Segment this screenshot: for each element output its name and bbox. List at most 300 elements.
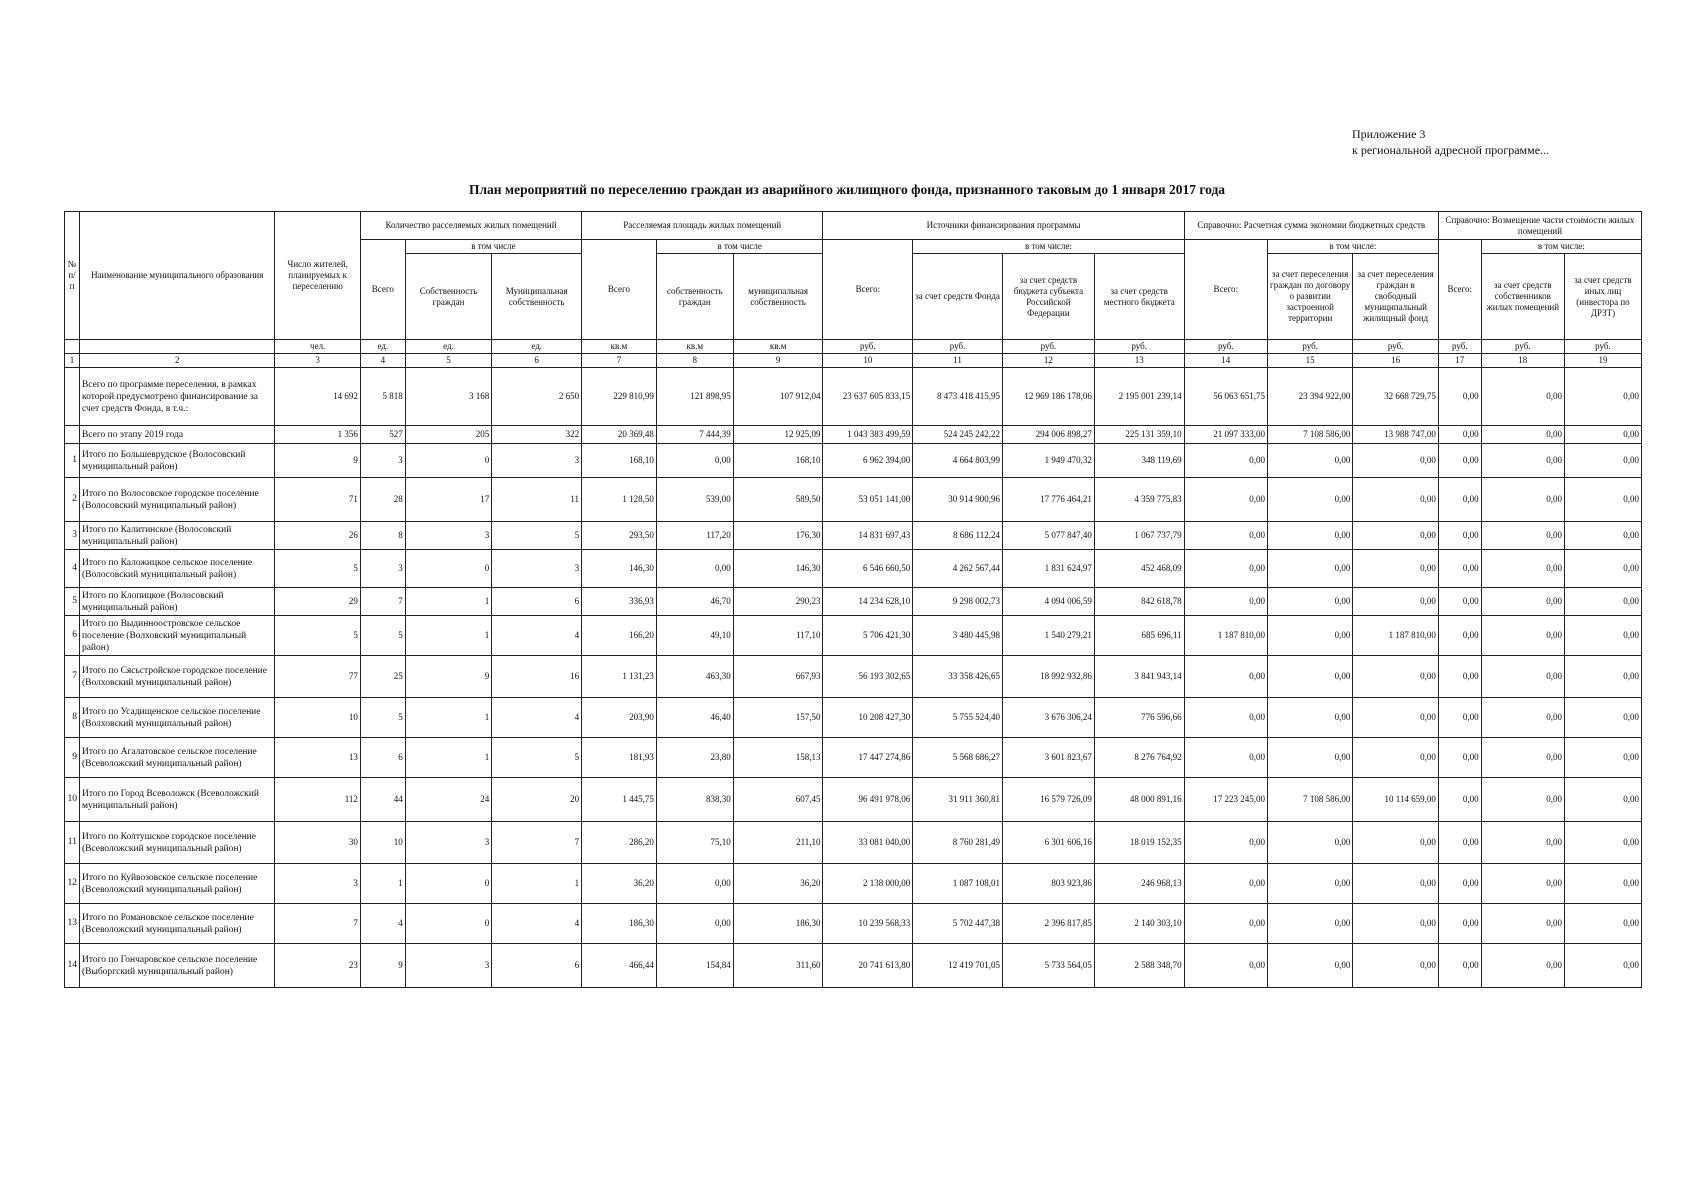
value-cell: 3 480 445,98 (913, 616, 1003, 656)
value-cell: 7 (492, 822, 582, 864)
column-number-cell: 2 (79, 354, 275, 368)
value-cell: 6 (492, 944, 582, 988)
value-cell: 5 (360, 698, 405, 738)
municipality-name: Итого по Агалатовское сельское поселение (Всеволожский муниципальный район) (79, 738, 275, 778)
value-cell: 0,00 (1481, 478, 1564, 522)
value-cell: 9 298 002,73 (913, 588, 1003, 616)
value-cell: 154,84 (656, 944, 733, 988)
value-cell: 23,80 (656, 738, 733, 778)
value-cell: 3 (360, 550, 405, 588)
value-cell: 322 (492, 426, 582, 444)
table-row (65, 698, 1642, 738)
value-cell: 311,60 (733, 944, 823, 988)
value-cell: 32 668 729,75 (1353, 368, 1439, 426)
unit-cell: чел. (275, 340, 360, 354)
value-cell: 20 741 613,80 (823, 944, 913, 988)
value-cell: 2 588 348,70 (1094, 944, 1184, 988)
value-cell: 14 831 697,43 (823, 522, 913, 550)
value-cell: 527 (360, 426, 405, 444)
value-cell: 4 664 803,99 (913, 444, 1003, 478)
value-cell: 452 468,09 (1094, 550, 1184, 588)
value-cell: 842 618,78 (1094, 588, 1184, 616)
value-cell: 2 396 817,85 (1002, 904, 1094, 944)
value-cell: 293,50 (582, 522, 657, 550)
value-cell: 0,00 (1353, 864, 1439, 904)
value-cell: 466,44 (582, 944, 657, 988)
value-cell: 5 (360, 616, 405, 656)
column-number-cell: 17 (1438, 354, 1481, 368)
value-cell: 0 (405, 444, 492, 478)
appendix-line-1: Приложение 3 (1352, 127, 1426, 141)
value-cell: 46,40 (656, 698, 733, 738)
value-cell: 9 (360, 944, 405, 988)
value-cell: 112 (275, 778, 360, 822)
value-cell: 0,00 (1184, 588, 1267, 616)
unit-cell: кв.м (733, 340, 823, 354)
column-number-cell: 9 (733, 354, 823, 368)
value-cell: 0,00 (1564, 368, 1641, 426)
value-cell: 4 (492, 904, 582, 944)
unit-cell: руб. (1481, 340, 1564, 354)
appendix-line-2: к региональной адресной программе... (1352, 143, 1550, 157)
value-cell: 17 (405, 478, 492, 522)
value-cell: 0,00 (1184, 738, 1267, 778)
value-cell: 8 276 764,92 (1094, 738, 1184, 778)
header-savings-group: Справочно: Расчетная сумма экономии бюджетных средств (1184, 212, 1438, 240)
row-number: 6 (65, 616, 80, 656)
header-premises-incl: в том числе (405, 240, 581, 254)
value-cell: 205 (405, 426, 492, 444)
value-cell: 23 394 922,00 (1267, 368, 1352, 426)
value-cell: 0,00 (1564, 444, 1641, 478)
value-cell: 0,00 (1438, 426, 1481, 444)
unit-cell: руб. (1184, 340, 1267, 354)
value-cell: 10 208 427,30 (823, 698, 913, 738)
value-cell: 0,00 (1184, 944, 1267, 988)
municipality-name: Итого по Выдинноостровское сельское поселение (Волховский муниципальный район) (79, 616, 275, 656)
value-cell: 6 546 660,50 (823, 550, 913, 588)
value-cell: 0,00 (1481, 698, 1564, 738)
unit-cell: руб. (913, 340, 1003, 354)
header-no: № п/ п (65, 212, 80, 340)
table-row (65, 944, 1642, 988)
row-number: 1 (65, 444, 80, 478)
value-cell: 17 223 245,00 (1184, 778, 1267, 822)
header-subject-budget: за счет средств бюджета субъекта Российской Федерации (1002, 254, 1094, 340)
value-cell: 10 239 568,33 (823, 904, 913, 944)
value-cell: 17 447 274,86 (823, 738, 913, 778)
value-cell: 336,93 (582, 588, 657, 616)
value-cell: 0,00 (1481, 864, 1564, 904)
value-cell: 12 419 701,05 (913, 944, 1003, 988)
value-cell: 146,30 (733, 550, 823, 588)
value-cell: 4 (360, 904, 405, 944)
value-cell: 10 114 659,00 (1353, 778, 1439, 822)
value-cell: 2 195 001 239,14 (1094, 368, 1184, 426)
value-cell: 5 (275, 550, 360, 588)
value-cell: 16 579 726,09 (1002, 778, 1094, 822)
header-reimb-owners: за счет средств собственников жилых помещений (1481, 254, 1564, 340)
value-cell: 5 (492, 738, 582, 778)
value-cell: 9 (275, 444, 360, 478)
value-cell: 107 912,04 (733, 368, 823, 426)
value-cell: 0,00 (1438, 778, 1481, 822)
header-local-budget: за счет средств местного бюджета (1094, 254, 1184, 340)
value-cell: 8 473 418 415,95 (913, 368, 1003, 426)
value-cell: 117,20 (656, 522, 733, 550)
value-cell: 26 (275, 522, 360, 550)
header-finance-incl: в том числе: (913, 240, 1184, 254)
value-cell: 7 444,39 (656, 426, 733, 444)
value-cell: 96 491 978,06 (823, 778, 913, 822)
value-cell: 294 006 898,27 (1002, 426, 1094, 444)
value-cell: 0,00 (1481, 368, 1564, 426)
value-cell: 0,00 (1564, 588, 1641, 616)
row-number: 5 (65, 588, 80, 616)
header-savings-development: за счет переселения граждан по договору о развитии застроенной территории (1267, 254, 1352, 340)
units-row (65, 340, 1642, 354)
value-cell: 607,45 (733, 778, 823, 822)
value-cell: 0,00 (1267, 864, 1352, 904)
value-cell: 0,00 (1267, 944, 1352, 988)
value-cell: 121 898,95 (656, 368, 733, 426)
municipality-name: Итого по Большеврудское (Волосовский муниципальный район) (79, 444, 275, 478)
value-cell: 1 067 737,79 (1094, 522, 1184, 550)
value-cell: 0,00 (1438, 904, 1481, 944)
value-cell: 1 (405, 738, 492, 778)
table-row (65, 656, 1642, 698)
value-cell: 36,20 (733, 864, 823, 904)
header-savings-free-fund: за счет переселения граждан в свободный муниципальный жилищный фонд (1353, 254, 1439, 340)
value-cell: 5 755 524,40 (913, 698, 1003, 738)
value-cell: 0,00 (656, 904, 733, 944)
value-cell: 667,93 (733, 656, 823, 698)
column-number-cell: 7 (582, 354, 657, 368)
value-cell: 0,00 (1184, 522, 1267, 550)
value-cell: 0,00 (1564, 904, 1641, 944)
value-cell: 0,00 (1564, 550, 1641, 588)
value-cell: 3 (492, 444, 582, 478)
value-cell: 186,30 (582, 904, 657, 944)
value-cell: 8 (360, 522, 405, 550)
table-row (65, 822, 1642, 864)
column-number-cell: 18 (1481, 354, 1564, 368)
header-reimbursement-group: Справочно: Возмещение части стоимости жилых помещений (1438, 212, 1641, 240)
value-cell: 168,10 (582, 444, 657, 478)
header-finance-total: Всего: (823, 240, 913, 340)
value-cell: 0,00 (1564, 944, 1641, 988)
row-number: 9 (65, 738, 80, 778)
header-reimb-other: за счет средств иных лиц (инвестора по ДРЗТ) (1564, 254, 1641, 340)
value-cell: 0,00 (1267, 904, 1352, 944)
value-cell: 176,30 (733, 522, 823, 550)
value-cell: 0,00 (1353, 550, 1439, 588)
value-cell: 0,00 (1353, 904, 1439, 944)
value-cell: 1 087 108,01 (913, 864, 1003, 904)
value-cell: 2 138 000,00 (823, 864, 913, 904)
value-cell: 13 (275, 738, 360, 778)
value-cell: 0,00 (1267, 738, 1352, 778)
municipality-name: Итого по Калитинское (Волосовский муниципальный район) (79, 522, 275, 550)
value-cell: 5 (492, 522, 582, 550)
value-cell: 25 (360, 656, 405, 698)
value-cell: 0,00 (1438, 444, 1481, 478)
value-cell: 48 000 891,16 (1094, 778, 1184, 822)
value-cell: 1 (405, 698, 492, 738)
value-cell: 28 (360, 478, 405, 522)
table-row (65, 904, 1642, 944)
value-cell: 157,50 (733, 698, 823, 738)
municipality-name: Итого по Колтушское городское поселение (Всеволожский муниципальный район) (79, 822, 275, 864)
value-cell: 5 706 421,30 (823, 616, 913, 656)
unit-cell: ед. (492, 340, 582, 354)
value-cell: 0,00 (1438, 368, 1481, 426)
header-finance-group: Источники финансирования программы (823, 212, 1184, 240)
table-row (65, 778, 1642, 822)
value-cell: 1 187 810,00 (1184, 616, 1267, 656)
value-cell: 0,00 (1481, 588, 1564, 616)
row-number: 12 (65, 864, 80, 904)
value-cell: 5 (275, 616, 360, 656)
table-row (65, 444, 1642, 478)
value-cell: 33 081 040,00 (823, 822, 913, 864)
row-number (65, 368, 80, 426)
column-number-cell: 10 (823, 354, 913, 368)
value-cell: 6 962 394,00 (823, 444, 913, 478)
column-number-cell: 13 (1094, 354, 1184, 368)
value-cell: 0,00 (1267, 588, 1352, 616)
value-cell: 203,90 (582, 698, 657, 738)
value-cell: 3 676 306,24 (1002, 698, 1094, 738)
resettlement-table (64, 211, 1642, 988)
value-cell: 158,13 (733, 738, 823, 778)
value-cell: 3 (405, 822, 492, 864)
value-cell: 3 (492, 550, 582, 588)
value-cell: 225 131 359,10 (1094, 426, 1184, 444)
value-cell: 4 359 775,83 (1094, 478, 1184, 522)
value-cell: 0,00 (1481, 738, 1564, 778)
value-cell: 0 (405, 864, 492, 904)
table-body (65, 368, 1642, 988)
column-number-cell: 15 (1267, 354, 1352, 368)
value-cell: 246 968,13 (1094, 864, 1184, 904)
value-cell: 229 810,99 (582, 368, 657, 426)
value-cell: 0,00 (1267, 616, 1352, 656)
value-cell: 1 (405, 616, 492, 656)
header-municipal: Муниципальная собственность (492, 254, 582, 340)
value-cell: 0,00 (1184, 904, 1267, 944)
municipality-name: Итого по Клопицкое (Волосовский муниципальный район) (79, 588, 275, 616)
unit-cell: руб. (823, 340, 913, 354)
unit-cell (79, 340, 275, 354)
value-cell: 0 (405, 550, 492, 588)
value-cell: 10 (275, 698, 360, 738)
header-area-incl: в том числе (656, 240, 823, 254)
value-cell: 0,00 (1353, 738, 1439, 778)
header-reimb-total: Всего: (1438, 240, 1481, 340)
row-number: 3 (65, 522, 80, 550)
value-cell: 463,30 (656, 656, 733, 698)
value-cell: 3 (405, 944, 492, 988)
value-cell: 0,00 (1184, 550, 1267, 588)
column-number-cell: 12 (1002, 354, 1094, 368)
value-cell: 0,00 (1267, 522, 1352, 550)
table-row (65, 426, 1642, 444)
value-cell: 0,00 (1438, 616, 1481, 656)
table-row (65, 478, 1642, 522)
value-cell: 0,00 (1481, 444, 1564, 478)
value-cell: 5 077 847,40 (1002, 522, 1094, 550)
row-number: 8 (65, 698, 80, 738)
header-savings-incl: в том числе: (1267, 240, 1438, 254)
value-cell: 1 (405, 588, 492, 616)
value-cell: 0,00 (1353, 444, 1439, 478)
value-cell: 0,00 (1184, 698, 1267, 738)
value-cell: 0,00 (1267, 822, 1352, 864)
unit-cell: кв.м (656, 340, 733, 354)
row-number: 4 (65, 550, 80, 588)
value-cell: 0,00 (1184, 822, 1267, 864)
value-cell: 0,00 (1481, 778, 1564, 822)
value-cell: 211,10 (733, 822, 823, 864)
value-cell: 1 (360, 864, 405, 904)
table-row (65, 588, 1642, 616)
value-cell: 8 686 112,24 (913, 522, 1003, 550)
value-cell: 0,00 (1353, 478, 1439, 522)
value-cell: 0,00 (1438, 822, 1481, 864)
value-cell: 1 131,23 (582, 656, 657, 698)
column-number-cell: 3 (275, 354, 360, 368)
value-cell: 31 911 360,81 (913, 778, 1003, 822)
column-number-cell: 6 (492, 354, 582, 368)
column-number-cell: 16 (1353, 354, 1439, 368)
header-area-total: Всего (582, 240, 657, 340)
value-cell: 1 445,75 (582, 778, 657, 822)
value-cell: 2 650 (492, 368, 582, 426)
value-cell: 8 760 281,49 (913, 822, 1003, 864)
value-cell: 0,00 (1353, 522, 1439, 550)
row-number: 11 (65, 822, 80, 864)
value-cell: 3 841 943,14 (1094, 656, 1184, 698)
value-cell: 3 (275, 864, 360, 904)
table-header (65, 212, 1642, 340)
value-cell: 30 914 900,96 (913, 478, 1003, 522)
value-cell: 5 733 564,05 (1002, 944, 1094, 988)
value-cell: 6 (492, 588, 582, 616)
header-residents: Число жителей, планируемых к переселению (275, 212, 360, 340)
value-cell: 4 262 567,44 (913, 550, 1003, 588)
value-cell: 29 (275, 588, 360, 616)
unit-cell: руб. (1267, 340, 1352, 354)
value-cell: 0,00 (1267, 656, 1352, 698)
unit-cell: руб. (1564, 340, 1641, 354)
document-title: План мероприятий по переселению граждан из аварийного жилищного фонда, признанного таковым до 1 января 2017 года (468, 182, 1226, 197)
value-cell: 1 187 810,00 (1353, 616, 1439, 656)
value-cell: 5 818 (360, 368, 405, 426)
value-cell: 524 245 242,22 (913, 426, 1003, 444)
row-number (65, 426, 80, 444)
value-cell: 0 (405, 904, 492, 944)
value-cell: 7 (275, 904, 360, 944)
value-cell: 0,00 (1564, 864, 1641, 904)
value-cell: 23 637 605 833,15 (823, 368, 913, 426)
value-cell: 20 369,48 (582, 426, 657, 444)
value-cell: 18 992 932,86 (1002, 656, 1094, 698)
value-cell: 12 925,09 (733, 426, 823, 444)
municipality-name: Итого по Гончаровское сельское поселение (Выборгский муниципальный район) (79, 944, 275, 988)
value-cell: 3 (405, 522, 492, 550)
row-number: 2 (65, 478, 80, 522)
row-number: 10 (65, 778, 80, 822)
header-premises-group: Количество расселяемых жилых помещений (360, 212, 581, 240)
value-cell: 0,00 (1184, 656, 1267, 698)
value-cell: 0,00 (1353, 698, 1439, 738)
header-area-own-citizens: собственность граждан (656, 254, 733, 340)
municipality-name: Итого по Каложицкое сельское поселение (Волосовский муниципальный район) (79, 550, 275, 588)
row-number: 14 (65, 944, 80, 988)
value-cell: 0,00 (1438, 698, 1481, 738)
column-number-cell: 1 (65, 354, 80, 368)
header-premises-total: Всего (360, 240, 405, 340)
value-cell: 0,00 (1564, 698, 1641, 738)
value-cell: 1 043 383 499,59 (823, 426, 913, 444)
municipality-name: Итого по Волосовское городское поселение (Волосовский муниципальный район) (79, 478, 275, 522)
value-cell: 0,00 (1267, 478, 1352, 522)
value-cell: 13 988 747,00 (1353, 426, 1439, 444)
value-cell: 290,23 (733, 588, 823, 616)
appendix-note (1352, 126, 1549, 158)
value-cell: 4 (492, 616, 582, 656)
municipality-name: Итого по Куйвозовское сельское поселение (Всеволожский муниципальный район) (79, 864, 275, 904)
value-cell: 9 (405, 656, 492, 698)
header-reimb-incl: в том числе: (1481, 240, 1641, 254)
value-cell: 30 (275, 822, 360, 864)
table-row (65, 368, 1642, 426)
value-cell: 1 831 624,97 (1002, 550, 1094, 588)
value-cell: 0,00 (1481, 944, 1564, 988)
value-cell: 6 (360, 738, 405, 778)
value-cell: 0,00 (1438, 550, 1481, 588)
value-cell: 0,00 (1267, 444, 1352, 478)
table-row (65, 522, 1642, 550)
value-cell: 0,00 (1481, 426, 1564, 444)
value-cell: 0,00 (1438, 656, 1481, 698)
value-cell: 1 356 (275, 426, 360, 444)
value-cell: 53 051 141,00 (823, 478, 913, 522)
unit-cell: ед. (360, 340, 405, 354)
value-cell: 0,00 (1564, 822, 1641, 864)
table-row (65, 550, 1642, 588)
value-cell: 0,00 (1481, 656, 1564, 698)
value-cell: 186,30 (733, 904, 823, 944)
value-cell: 1 (492, 864, 582, 904)
unit-cell: руб. (1002, 340, 1094, 354)
value-cell: 7 (360, 588, 405, 616)
value-cell: 3 601 823,67 (1002, 738, 1094, 778)
value-cell: 0,00 (1267, 550, 1352, 588)
value-cell: 0,00 (1564, 616, 1641, 656)
value-cell: 0,00 (1267, 698, 1352, 738)
value-cell: 0,00 (1438, 864, 1481, 904)
value-cell: 0,00 (1184, 444, 1267, 478)
value-cell: 0,00 (1564, 656, 1641, 698)
table-row (65, 616, 1642, 656)
value-cell: 21 097 333,00 (1184, 426, 1267, 444)
column-number-cell: 4 (360, 354, 405, 368)
value-cell: 46,70 (656, 588, 733, 616)
value-cell: 685 696,11 (1094, 616, 1184, 656)
value-cell: 0,00 (1438, 478, 1481, 522)
